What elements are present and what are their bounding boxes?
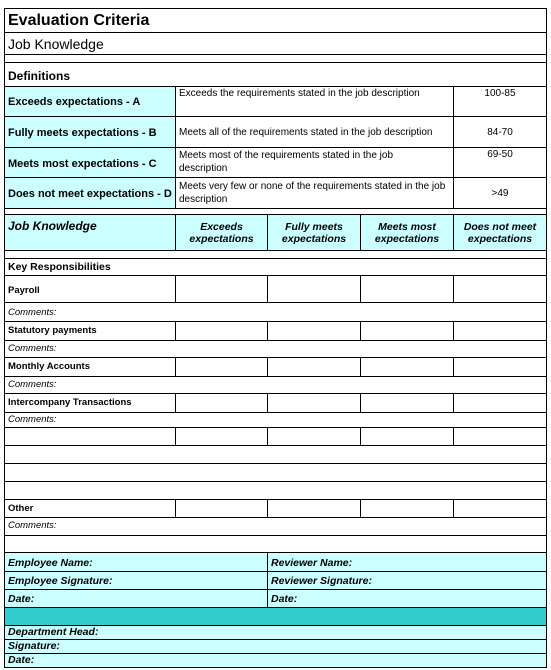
item-statutory-payments: Statutory payments [8, 325, 97, 336]
col-exceeds: Exceeds expectations [189, 221, 254, 245]
def-label-a: Exceeds expectations - A [8, 96, 141, 108]
def-label-c: Meets most expectations - C [8, 158, 157, 170]
def-range-a: 100-85 [484, 88, 516, 99]
def-desc-a: Exceeds the requirements stated in the job description [179, 88, 420, 99]
dept-head-label[interactable]: Department Head: [8, 626, 99, 638]
item-other: Other [8, 503, 34, 514]
page-subtitle: Job Knowledge [8, 36, 104, 52]
employee-name-label[interactable]: Employee Name: [8, 557, 93, 569]
def-desc-b: Meets all of the requirements stated in the job description [179, 127, 433, 138]
reviewer-date-label[interactable]: Date: [271, 593, 298, 605]
def-label-b: Fully meets expectations - B [8, 127, 157, 139]
col-fully-meets: Fully meets expectations [281, 221, 347, 245]
item-monthly-accounts: Monthly Accounts [8, 361, 90, 372]
def-range-d: >49 [491, 188, 509, 199]
def-range-b: 84-70 [487, 127, 513, 138]
dept-signature-label[interactable]: Signature: [8, 640, 60, 652]
employee-signature-label[interactable]: Employee Signature: [8, 575, 113, 587]
item-intercompany: Intercompany Transactions [8, 397, 132, 408]
definitions-heading: Definitions [8, 69, 70, 83]
col-does-not-meet: Does not meet expectations [463, 221, 537, 245]
key-responsibilities-label: Key Responsibilities [8, 261, 111, 273]
employee-date-label[interactable]: Date: [8, 593, 35, 605]
reviewer-signature-label[interactable]: Reviewer Signature: [271, 575, 372, 587]
teal-divider [5, 608, 546, 625]
def-desc-c: Meets most of the requirements stated in the job description [179, 150, 393, 174]
reviewer-name-label[interactable]: Reviewer Name: [271, 557, 353, 569]
comments-other[interactable]: Comments: [8, 520, 57, 531]
def-label-d: Does not meet expectations - D [8, 188, 172, 200]
def-range-c: 69-50 [487, 149, 513, 160]
comments-monthly[interactable]: Comments: [8, 379, 57, 390]
def-desc-d: Meets very few or none of the requirements stated in the job description [179, 181, 446, 205]
item-payroll: Payroll [8, 285, 40, 296]
page-title: Evaluation Criteria [8, 12, 150, 29]
col-meets-most: Meets most expectations [374, 221, 440, 245]
job-knowledge-label: Job Knowledge [8, 219, 97, 233]
comments-statutory[interactable]: Comments: [8, 343, 57, 354]
dept-date-label[interactable]: Date: [8, 654, 35, 666]
comments-payroll[interactable]: Comments: [8, 307, 57, 318]
comments-intercompany[interactable]: Comments: [8, 414, 57, 425]
